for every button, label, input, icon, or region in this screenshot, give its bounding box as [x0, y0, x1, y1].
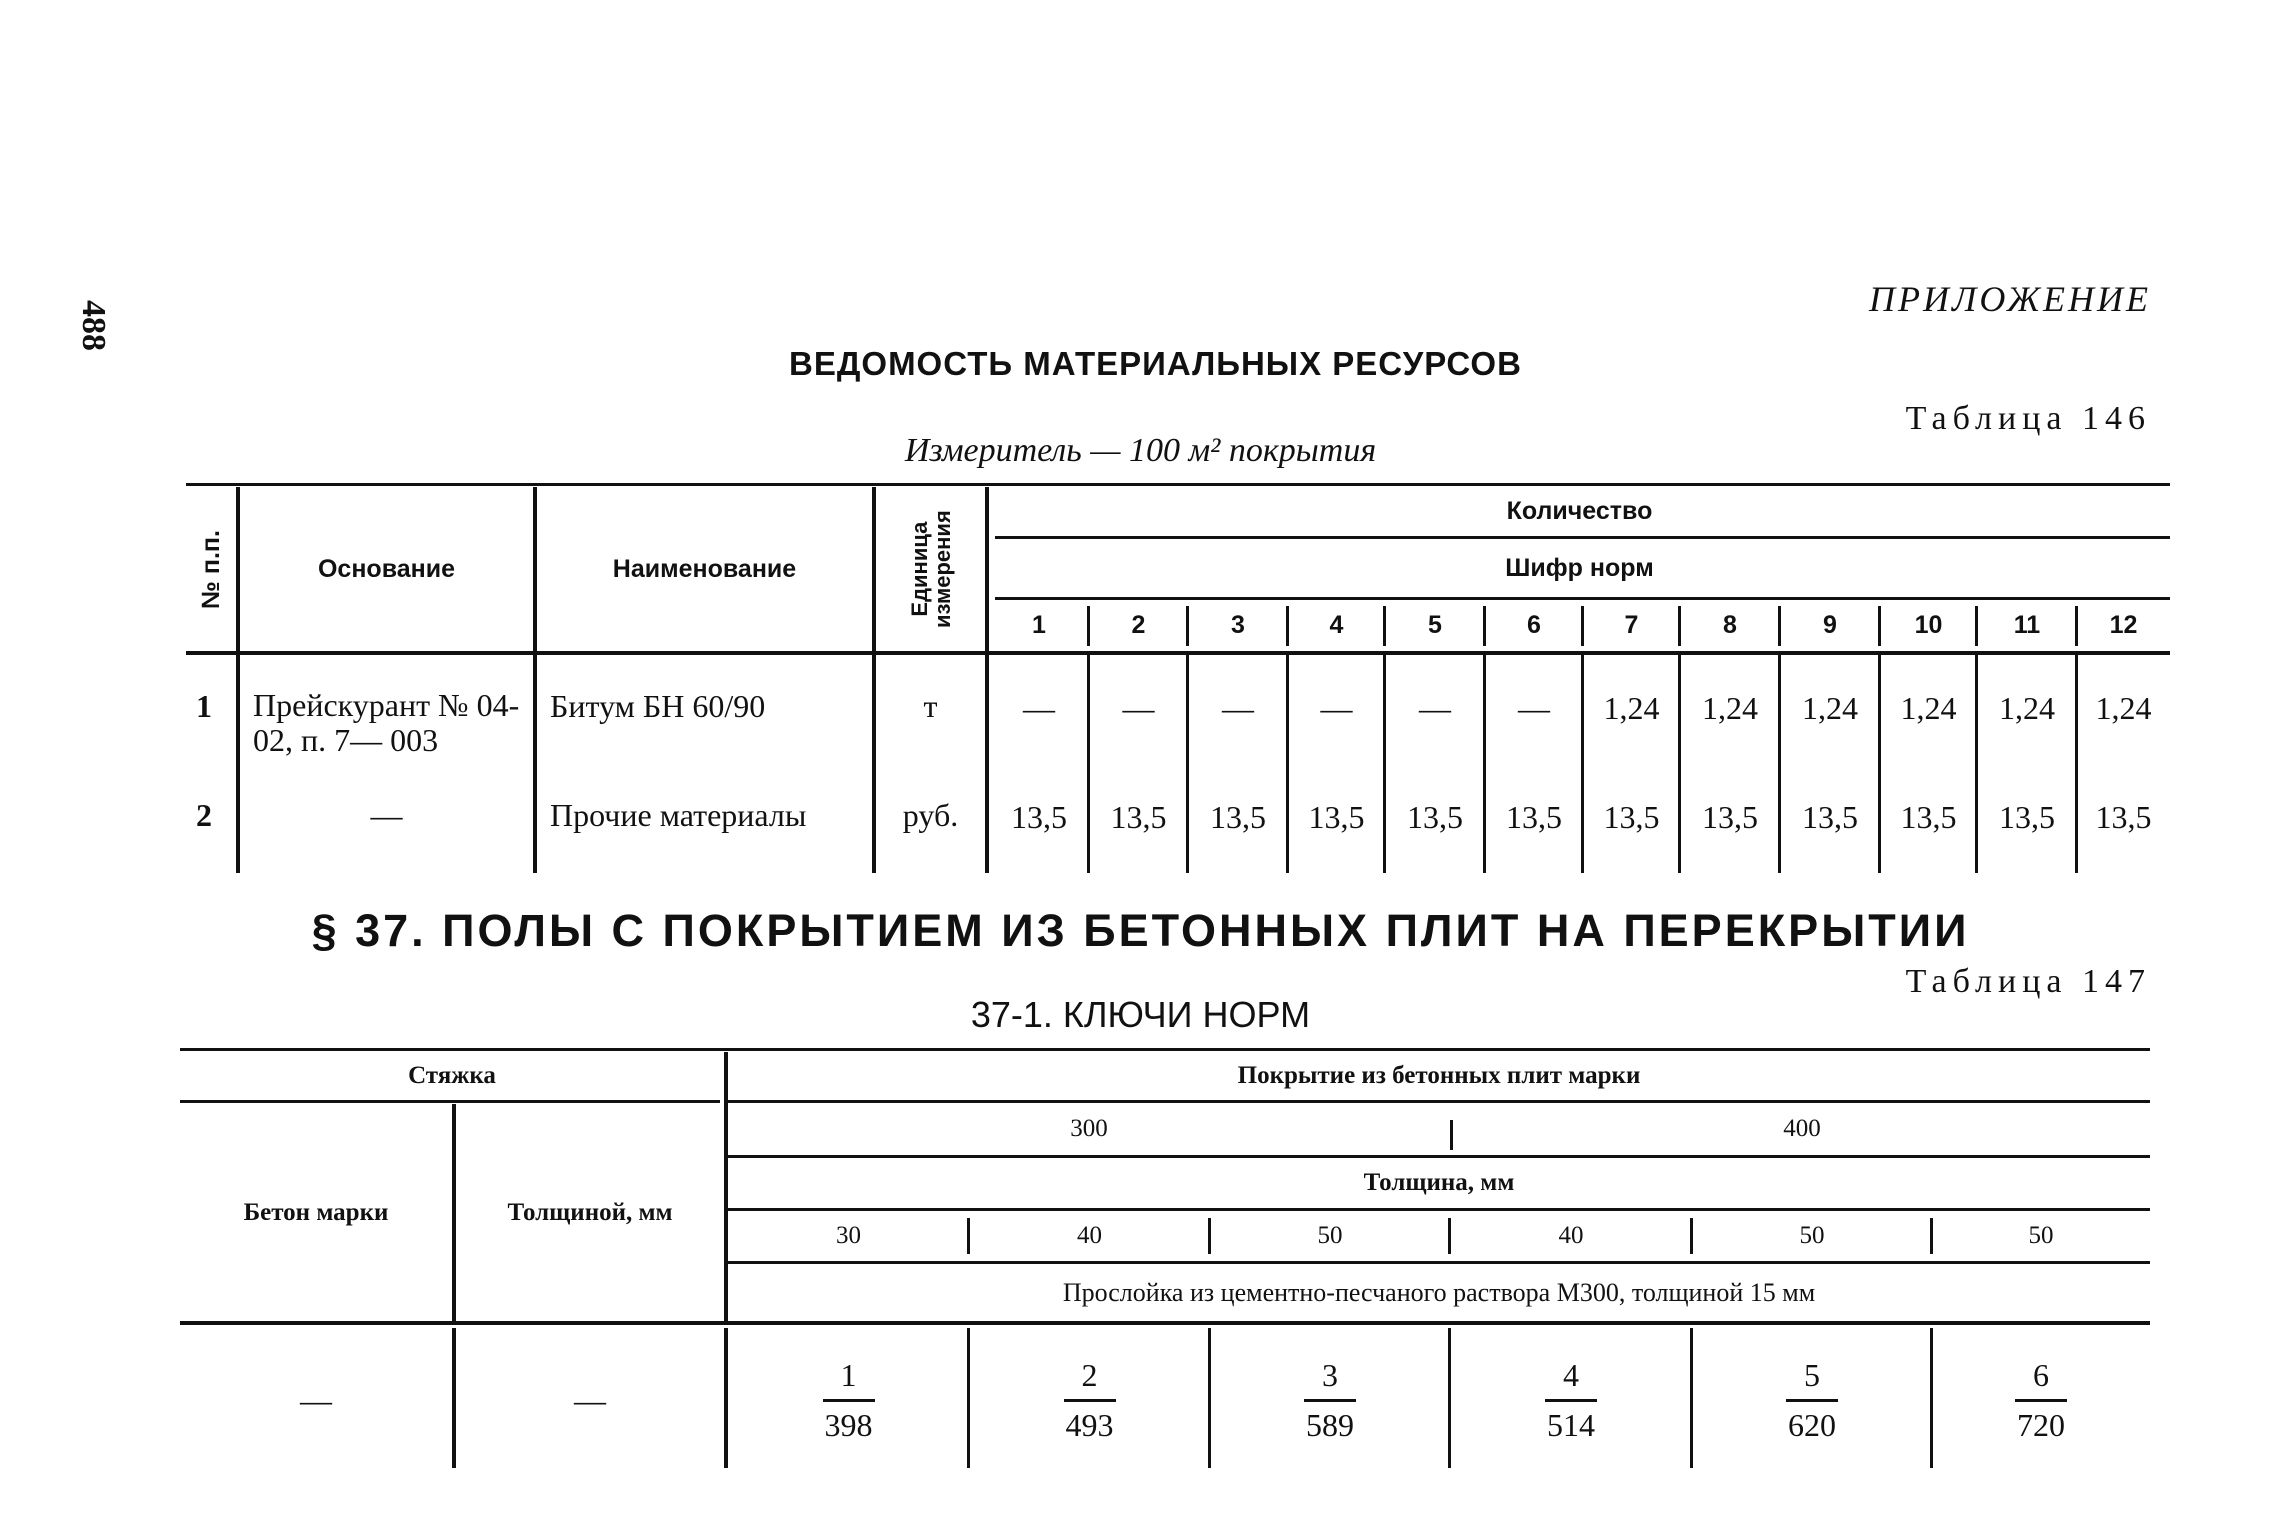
row-thickness: —: [574, 1381, 606, 1418]
fraction-bar: [823, 1399, 875, 1402]
page-number: 488: [75, 300, 112, 351]
norm-key: [728, 1345, 969, 1455]
row1-basis: Прейскурант № 04-02, п. 7— 003: [253, 687, 520, 759]
norm-key-fraction: [1304, 1356, 1356, 1444]
row2-basis: —: [370, 797, 403, 833]
header-quantity: Количество: [1506, 497, 1653, 525]
norm-key-number: 3: [1322, 1357, 1338, 1394]
header-screed: Стяжка: [408, 1062, 496, 1089]
header-concrete-grade: Бетон марки: [243, 1199, 389, 1226]
row1-value: 1,24: [1603, 689, 1660, 726]
header-code-col-10: 10: [1914, 611, 1943, 639]
row1-value: —: [1222, 689, 1254, 726]
section-title: § 37. ПОЛЫ С ПОКРЫТИЕМ ИЗ БЕТОННЫХ ПЛИТ НА ПЕРЕКРЫТИИ: [311, 905, 1970, 956]
rule: [1930, 1218, 1933, 1254]
norm-key-number: 1: [840, 1357, 857, 1394]
header-code-col-1: 1: [1032, 611, 1046, 639]
norm-key: [1450, 1345, 1692, 1455]
row-concrete-grade: —: [300, 1381, 332, 1418]
row2-value: 13,5: [1999, 798, 2055, 835]
norm-key-code: 398: [824, 1406, 873, 1443]
row2-unit: руб.: [902, 797, 959, 833]
row1-value: 1,24: [1900, 689, 1957, 726]
header-code-col-9: 9: [1823, 611, 1837, 639]
header-no: [186, 487, 236, 651]
rule: [1448, 1218, 1451, 1254]
norm-key: [1692, 1345, 1932, 1455]
rule: [180, 1100, 720, 1103]
header-basis: Основание: [317, 554, 456, 583]
header-thickness: Толщина, мм: [1363, 1169, 1515, 1196]
header-no-label: № п.п.: [196, 529, 225, 609]
header-code-col-4: 4: [1329, 611, 1344, 639]
rule: [1450, 1120, 1453, 1150]
thickness-value: 40: [1558, 1222, 1584, 1249]
row2-value: 13,5: [1603, 798, 1660, 835]
header-unit-label: Единица измерения: [906, 510, 955, 628]
table147-subtitle: 37-1. КЛЮЧИ НОРМ: [970, 994, 1311, 1035]
row1-value: 1,24: [1702, 689, 1758, 726]
header-code-col-2: 2: [1131, 611, 1146, 639]
header-code-col-11: 11: [2013, 611, 2041, 639]
row1-value: 1,24: [1999, 689, 2055, 726]
row2-value: 13,5: [1210, 798, 1266, 835]
thickness-value: 40: [1077, 1222, 1102, 1249]
row2-value: 13,5: [1506, 798, 1562, 835]
rule: [1208, 1218, 1211, 1254]
header-code-col-6: 6: [1527, 611, 1541, 639]
row2-value: 13,5: [1900, 798, 1957, 835]
fraction-bar: [1545, 1399, 1597, 1402]
header-code-col-7: 7: [1624, 611, 1639, 639]
row1-unit: т: [923, 688, 938, 724]
header-code-col-5: 5: [1428, 611, 1442, 639]
norm-key-fraction: [1545, 1356, 1597, 1444]
header-grade-300: 300: [1070, 1115, 1108, 1142]
thickness-value: 50: [1799, 1222, 1825, 1249]
row1-value: 1,24: [1802, 689, 1858, 726]
row1-value: —: [1122, 689, 1155, 726]
header-code-col-3: 3: [1231, 611, 1245, 639]
header-thickness-col: Толщиной, мм: [507, 1199, 673, 1226]
row1-value: 1,24: [2095, 689, 2152, 726]
norm-key-number: 2: [1081, 1357, 1098, 1394]
fraction-bar: [1786, 1399, 1838, 1402]
norm-key: [969, 1345, 1210, 1455]
thickness-value: 50: [2028, 1222, 2054, 1249]
row2-value: 13,5: [2095, 798, 2152, 835]
header-name: Наименование: [612, 554, 797, 583]
header-code-col-12: 12: [2109, 611, 2138, 639]
rule: [180, 1048, 2150, 1051]
norm-key-code: 493: [1065, 1406, 1114, 1443]
row1-name: Битум БН 60/90: [550, 688, 766, 724]
norm-key-fraction: [2015, 1356, 2067, 1444]
norm-key-number: 4: [1563, 1357, 1579, 1394]
table146-label: Таблица 146: [1905, 400, 2151, 437]
table146-title: ВЕДОМОСТЬ МАТЕРИАЛЬНЫХ РЕСУРСОВ: [789, 345, 1522, 382]
norm-key-code: 620: [1788, 1406, 1836, 1443]
rule: [1690, 1218, 1693, 1254]
table147-label: Таблица 147: [1905, 963, 2151, 1000]
norm-key-code: 589: [1306, 1406, 1354, 1443]
header-covering: Покрытие из бетонных плит марки: [1237, 1062, 1641, 1089]
rule: [967, 1218, 970, 1254]
norm-key-code: 514: [1547, 1406, 1595, 1443]
header-codes: Шифр норм: [1505, 553, 1654, 582]
fraction-bar: [1304, 1399, 1356, 1402]
row2-value: 13,5: [1110, 798, 1167, 835]
row2-value: 13,5: [1802, 798, 1858, 835]
row2-no: 2: [196, 797, 212, 833]
row2-value: 13,5: [1308, 798, 1365, 835]
row2-value: 13,5: [1407, 798, 1463, 835]
header-layer: Прослойка из цементно-песчаного раствора М300, толщиной 15 мм: [1062, 1277, 1816, 1307]
row2-value: 13,5: [1011, 798, 1067, 835]
norm-key-fraction: [823, 1356, 875, 1444]
norm-key-fraction: [1064, 1356, 1116, 1444]
fraction-bar: [1064, 1399, 1116, 1402]
header-grade-400: 400: [1783, 1115, 1821, 1142]
norm-key-number: 6: [2033, 1357, 2049, 1394]
header-code-col-8: 8: [1723, 611, 1737, 639]
rule: [186, 483, 2170, 486]
row2-value: 13,5: [1702, 798, 1758, 835]
row1-value: —: [1518, 689, 1550, 726]
thickness-value: 50: [1317, 1222, 1343, 1249]
row1-no: 1: [196, 688, 212, 724]
fraction-bar: [2015, 1399, 2067, 1402]
row2-name: Прочие материалы: [550, 797, 807, 833]
norm-key-fraction: [1786, 1356, 1838, 1444]
appendix-label: ПРИЛОЖЕНИЕ: [1869, 279, 2151, 319]
row1-value: —: [1419, 689, 1451, 726]
rule: [533, 655, 537, 873]
norm-key-number: 5: [1804, 1357, 1820, 1394]
norm-key: [1210, 1345, 1450, 1455]
thickness-value: 30: [836, 1222, 861, 1249]
header-unit: [876, 487, 985, 651]
rule: [186, 651, 2170, 655]
norm-key: [1932, 1345, 2150, 1455]
row1-value: —: [1023, 689, 1055, 726]
table146-measure: Измеритель — 100 м² покрытия: [904, 432, 1377, 469]
row1-value: —: [1320, 689, 1353, 726]
rule: [236, 655, 240, 873]
norm-key-code: 720: [2017, 1406, 2065, 1443]
